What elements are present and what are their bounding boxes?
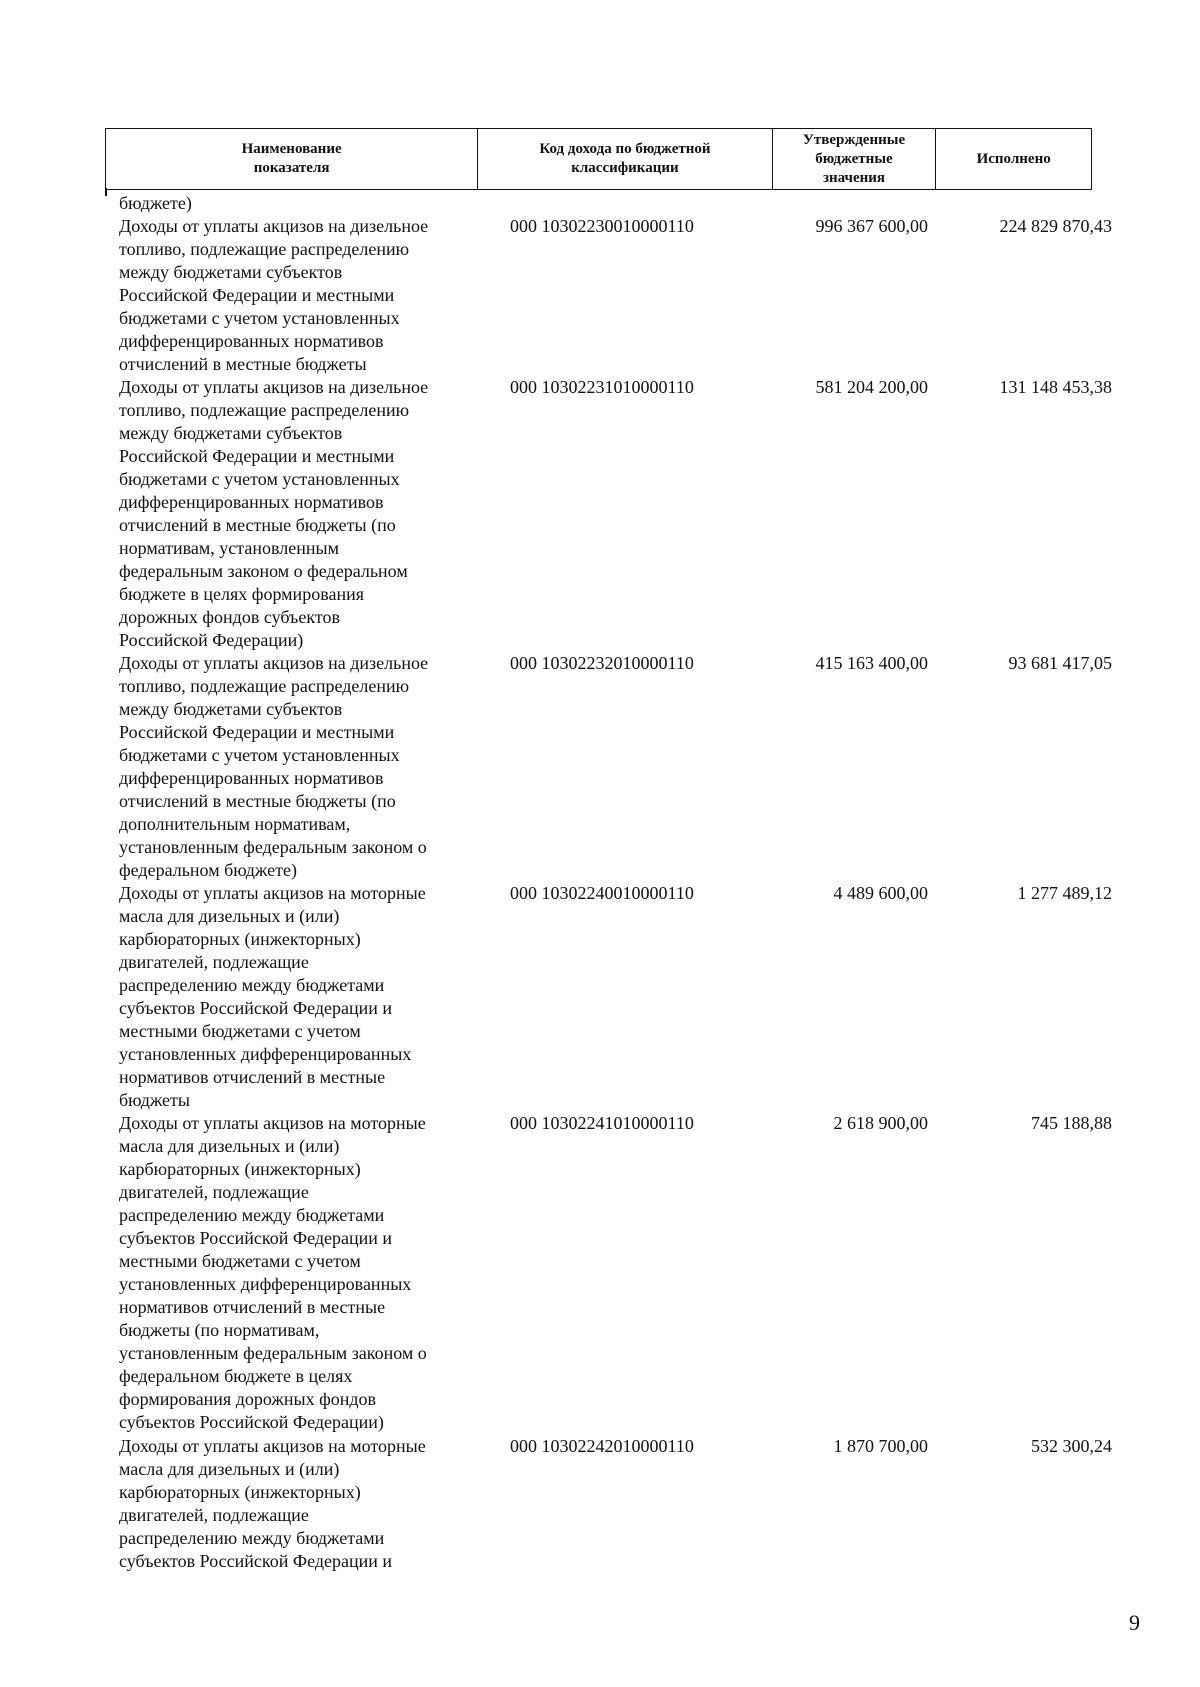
row-approved: 4 489 600,00: [833, 883, 928, 903]
row-done: 131 148 453,38: [999, 377, 1112, 397]
page-number: 9: [1129, 1610, 1140, 1635]
row-code: 000 10302230010000110: [510, 216, 694, 236]
row-name: Доходы от уплаты акцизов на дизельное топливо, подлежащие распределению между бюджетами субъектов Российской Федерации и местными бюджетами с учетом установленных дифференцированных нормативов отчислений в местные бюджеты (по нормативам, установленным федеральным законом о федеральном бюджете в целях формирования дорожных фондов субъектов Российской Федерации): [119, 377, 429, 650]
row-name: Доходы от уплаты акцизов на дизельное топливо, подлежащие распределению между бюджетами субъектов Российской Федерации и местными бюджетами с учетом установленных дифференцированных нормативов отчислений в местные бюджеты: [119, 216, 429, 374]
row-name: Доходы от уплаты акцизов на моторные масла для дизельных и (или) карбюраторных (инжекторных) двигателей, подлежащие распределению между бюджетами субъектов Российской Федерации и местными бюджетами с учетом установленных дифференцированных нормативов отчислений в местные бюджеты: [119, 883, 426, 1110]
row-name: Доходы от уплаты акцизов на дизельное топливо, подлежащие распределению между бюджетами субъектов Российской Федерации и местными бюджетами с учетом установленных дифференцированных нормативов отчислений в местные бюджеты (по дополнительным нормативам, установленным федеральным законом о федеральном бюджете): [119, 653, 429, 880]
header-code: Код дохода по бюджетной классификации: [478, 129, 772, 189]
row-code: 000 10302232010000110: [510, 653, 694, 673]
header-done: Исполнено: [976, 150, 1051, 167]
row-code: 000 10302241010000110: [510, 1113, 694, 1133]
row-done: 745 188,88: [1031, 1113, 1112, 1133]
row-approved: 581 204 200,00: [815, 377, 928, 397]
header-name: Наименование показателя: [106, 129, 478, 189]
row-name: Доходы от уплаты акцизов на моторные масла для дизельных и (или) карбюраторных (инжекторных) двигателей, подлежащие распределению между бюджетами субъектов Российской Федерации и местными бюджетами с учетом установленных дифференцированных нормативов отчислений в местные бюджеты (по нормативам, установленным федеральным законом о федеральном бюджете в целях формирования дорожных фондов субъектов Российской Федерации): [119, 1113, 427, 1432]
row-code: 000 10302240010000110: [510, 883, 694, 903]
row-name: Доходы от уплаты акцизов на моторные масла для дизельных и (или) карбюраторных (инжекторных) двигателей, подлежащие распределению между бюджетами субъектов Российской Федерации и: [119, 1436, 426, 1571]
row-done: 532 300,24: [1031, 1436, 1112, 1456]
row-approved: 996 367 600,00: [815, 216, 928, 236]
row-approved: 1 870 700,00: [833, 1436, 928, 1456]
header-approved: Утвержденные бюджетные значения: [773, 129, 937, 189]
row-approved: 415 163 400,00: [815, 653, 928, 673]
row-done: 224 829 870,43: [999, 216, 1112, 236]
row-done: 1 277 489,12: [1017, 883, 1112, 903]
row-done: 93 681 417,05: [1008, 653, 1112, 673]
row-code: 000 10302242010000110: [510, 1436, 694, 1456]
row-name: бюджете): [119, 193, 192, 213]
row-approved: 2 618 900,00: [833, 1113, 928, 1133]
row-code: 000 10302231010000110: [510, 377, 694, 397]
